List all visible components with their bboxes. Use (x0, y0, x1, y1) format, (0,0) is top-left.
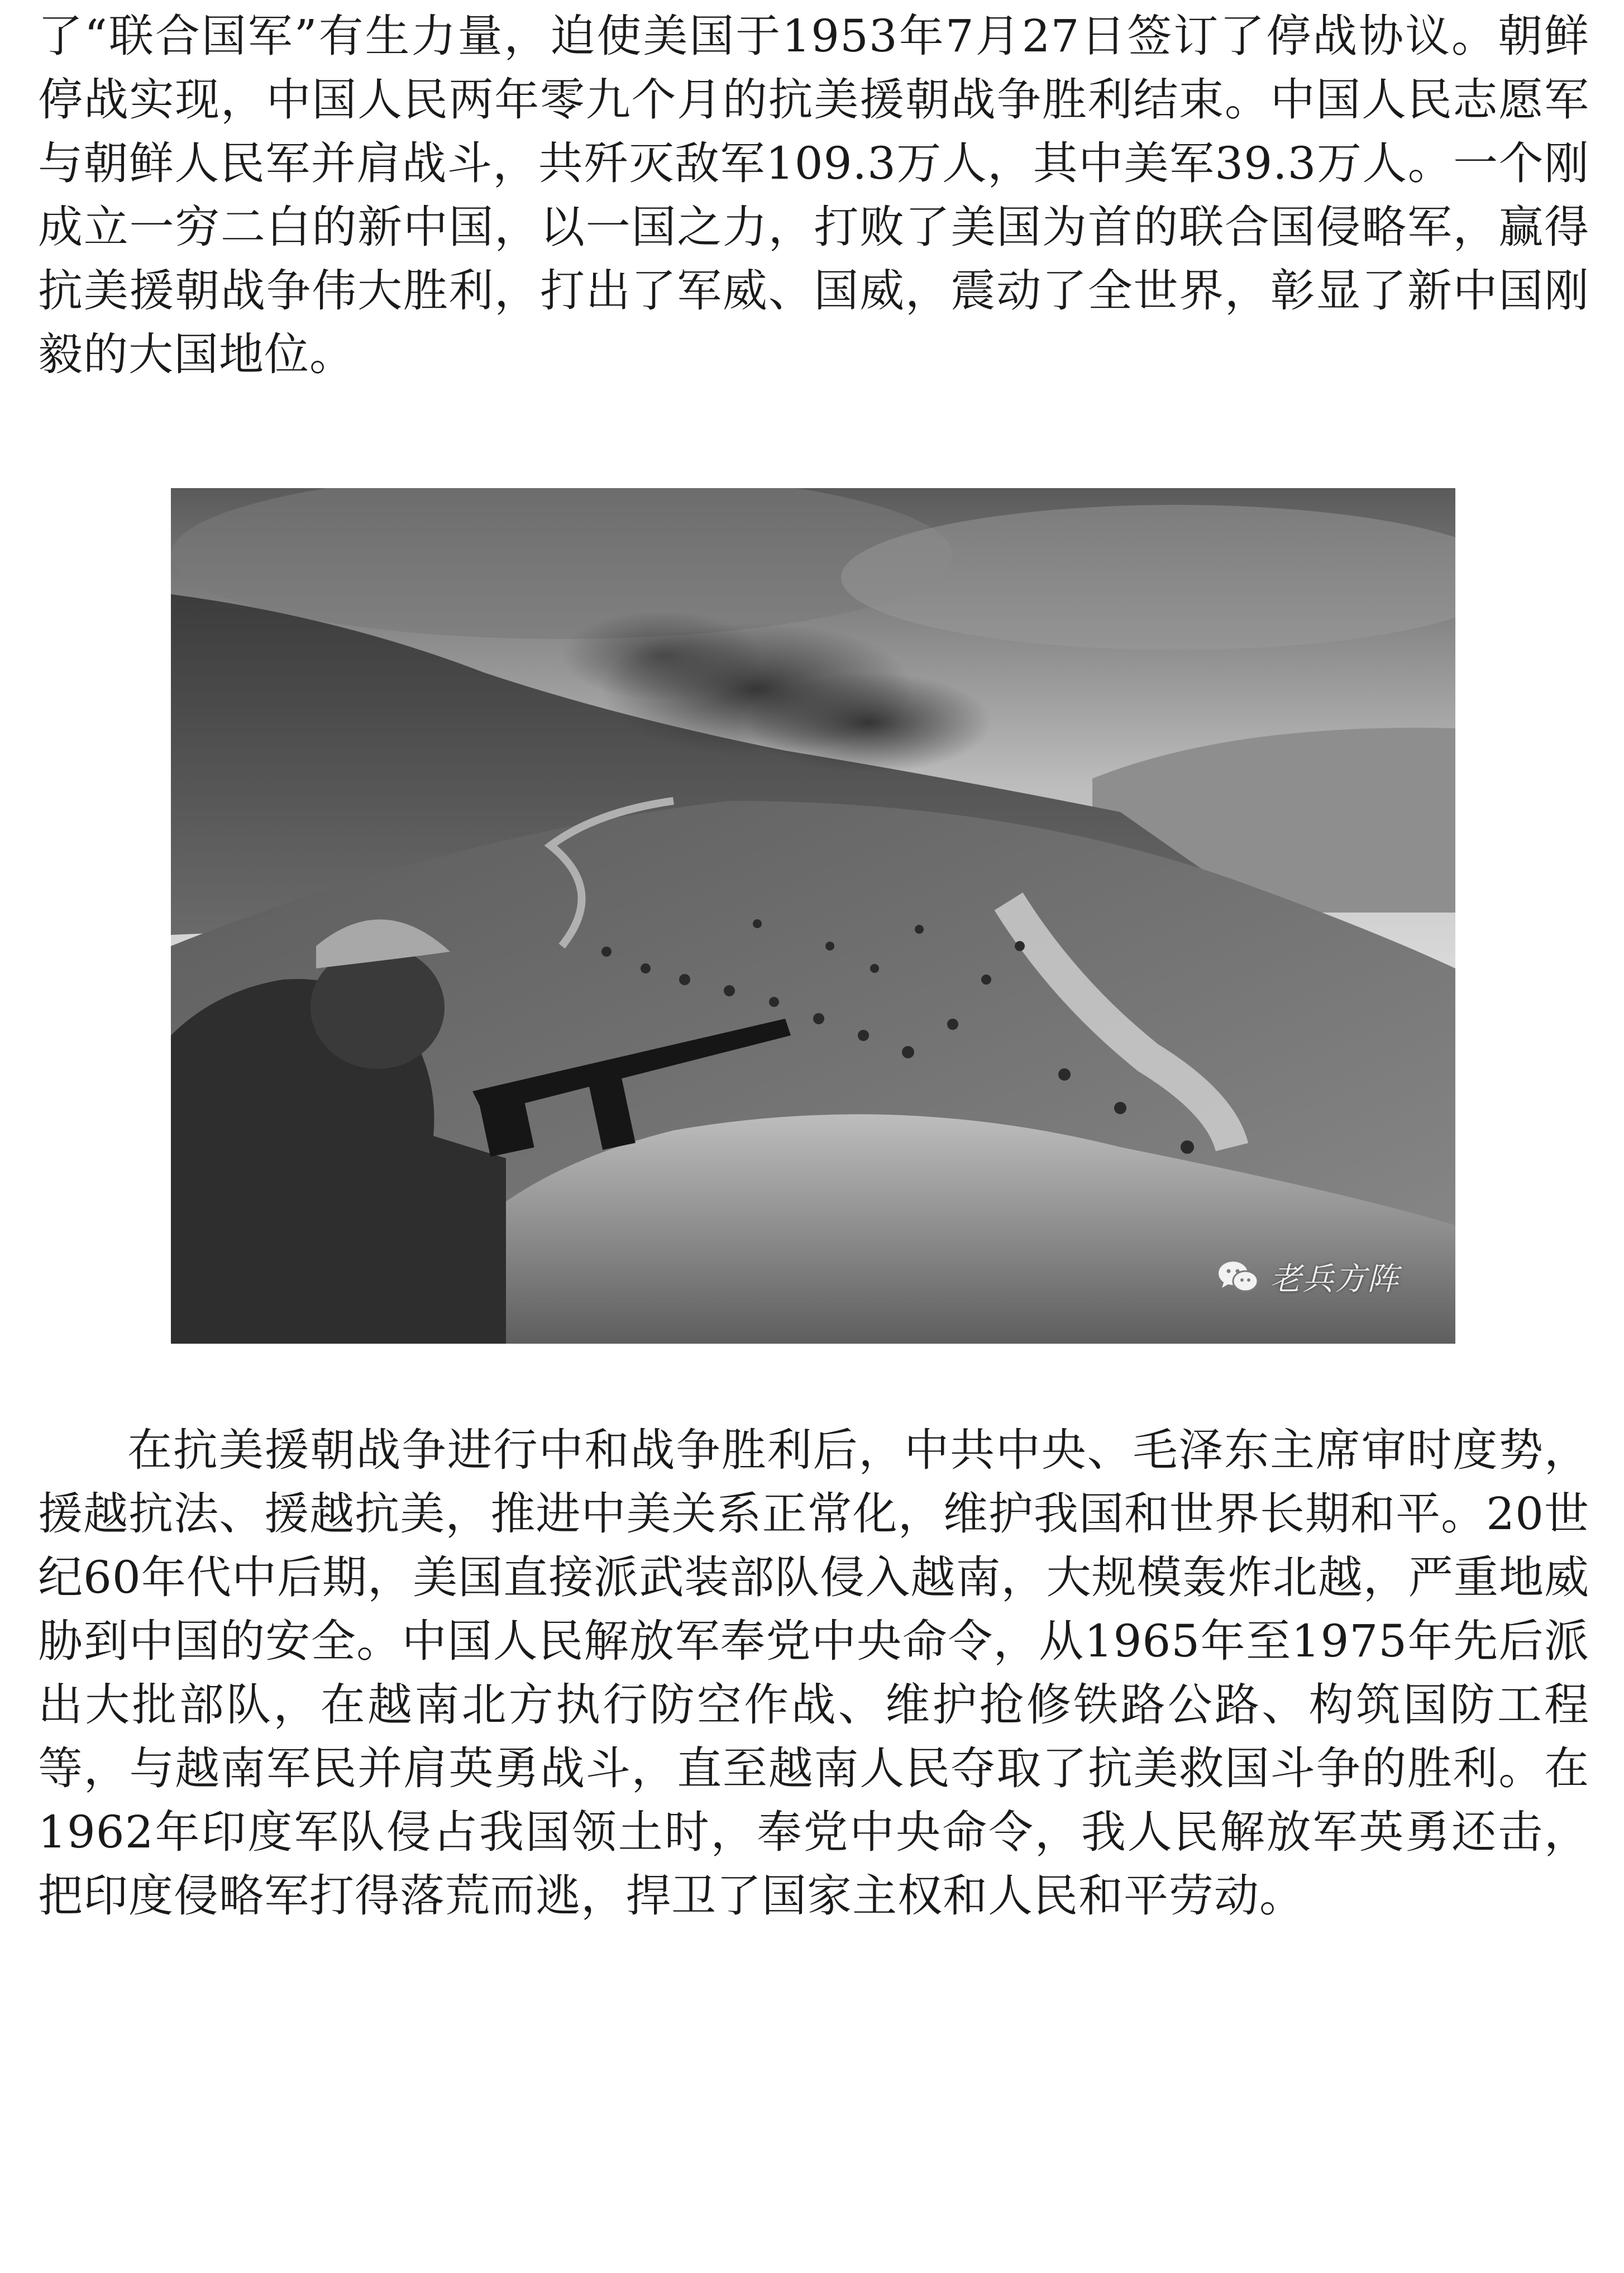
wechat-icon (1216, 1259, 1260, 1295)
battlefield-photo (171, 488, 1455, 1344)
watermark (1216, 1254, 1399, 1299)
battlefield-photo-illustration (171, 488, 1455, 1344)
article-paragraph-1: 了“联合国军”有生力量，迫使美国于1953年7月27日签订了停战协议。朝鲜停战实现，中国人民两年零九个月的抗美援朝战争胜利结束。中国人民志愿军与朝鲜人民军并肩战斗，共歼灭敌军109.3万人，其中美军39.3万人。一个刚成立一穷二白的新中国，以一国之力，打败了美国为首的联合国侵略军，赢得抗美援朝战争伟大胜利，打出了军威、国威，震动了全世界，彰显了新中国刚毅的大国地位。 (38, 10, 1589, 380)
watermark-text: 老兵方阵 (1270, 1261, 1399, 1297)
article-paragraph-2: 在抗美援朝战争进行中和战争胜利后，中共中央、毛泽东主席审时度势，援越抗法、援越抗美，推进中美关系正常化，维护我国和世界长期和平。20世纪60年代中后期，美国直接派武装部队侵入越南，大规模轰炸北越，严重地威胁到中国的安全。中国人民解放军奉党中央命令，从1965年至1975年先后派出大批部队，在越南北方执行防空作战、维护抢修铁路公路、构筑国防工程等，与越南军民并肩英勇战斗，直至越南人民夺取了抗美救国斗争的胜利。在1962年印度军队侵占我国领土时，奉党中央命令，我人民解放军英勇还击，把印度侵略军打得落荒而逃，捍卫了国家主权和人民和平劳动。 (38, 1424, 1589, 1922)
